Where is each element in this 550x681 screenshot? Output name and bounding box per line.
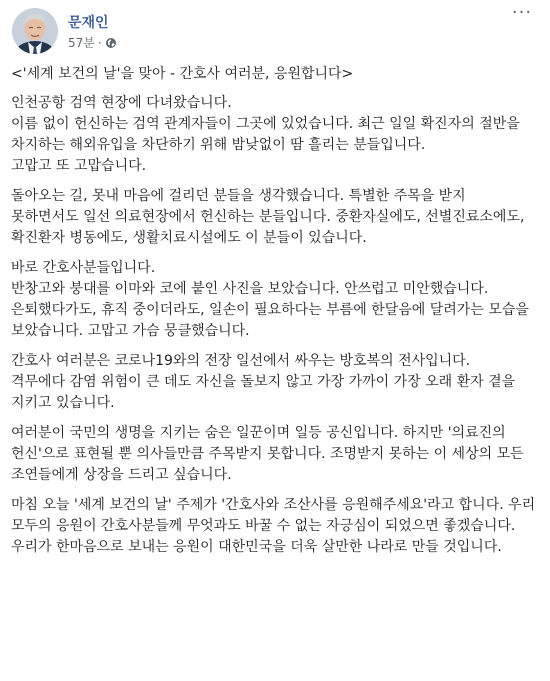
post-timestamp[interactable]: 57분 xyxy=(68,36,95,50)
avatar-image xyxy=(12,8,58,54)
post-paragraph: <'세계 보건의 날'을 맞아 - 간호사 여러분, 응원합니다> xyxy=(11,66,354,82)
more-icon[interactable]: ··· xyxy=(511,2,533,23)
post-paragraph: 간호사 여러분은 코로나19와의 전장 일선에서 싸우는 방호복의 전사입니다. 격무에다 감염 위험이 큰 데도 자신을 돌보지 않고 가장 가까이 가장 오래 환자 곁을 지키고 있습니다. xyxy=(11,353,516,411)
post-header xyxy=(12,2,538,56)
post-paragraph: 인천공항 검역 현장에 다녀왔습니다. 이름 없이 헌신하는 검역 관계자들이 그곳에 있었습니다. 최근 일일 확진자의 절반을 차지하는 해외유입을 차단하기 위해 밤낮없이 땀 흘리는 분들입니다. 고맙고 또 고맙습니다. xyxy=(11,95,520,174)
post-paragraph: 마침 오늘 '세계 보건의 날' 주제가 '간호사와 조산사를 응원해주세요'라고 합니다. 우리 모두의 응원이 간호사분들께 무엇과도 바꿀 수 없는 자긍심이 되었으면 좋겠습니다. 우리가 한마음으로 보내는 응원이 대한민국을 더욱 살만한 나라로 만들 것입니다. xyxy=(11,497,536,555)
author-name[interactable]: 문재인 xyxy=(68,15,109,31)
post-meta xyxy=(68,34,117,51)
author-avatar[interactable] xyxy=(12,8,58,54)
globe-icon[interactable] xyxy=(105,37,117,49)
post-paragraph: 여러분이 국민의 생명을 지키는 숨은 일꾼이며 일등 공신입니다. 하지만 '의료진의 헌신'으로 표현될 뿐 의사들만큼 주목받지 못합니다. 조명받지 못하는 이 세상의 모든 조연들에게 상장을 드리고 싶습니다. xyxy=(11,425,524,483)
post-content xyxy=(11,64,536,567)
post-paragraph: 바로 간호사분들입니다. 반창고와 붕대를 이마와 코에 붙인 사진을 보았습니다. 안쓰럽고 미안했습니다. 은퇴했다가도, 휴직 중이더라도, 일손이 필요하다는 부름에 한달음에 달려가는 모습을 보았습니다. 고맙고 가슴 뭉클했습니다. xyxy=(11,260,529,339)
post-paragraph: 돌아오는 길, 못내 마음에 걸리던 분들을 생각했습니다. 특별한 주목을 받지 못하면서도 일선 의료현장에서 헌신하는 분들입니다. 중환자실에도, 선별진료소에도, 확진환자 병동에도, 생활치료시설에도 이 분들이 있습니다. xyxy=(11,188,525,246)
meta-separator: · xyxy=(97,35,102,50)
